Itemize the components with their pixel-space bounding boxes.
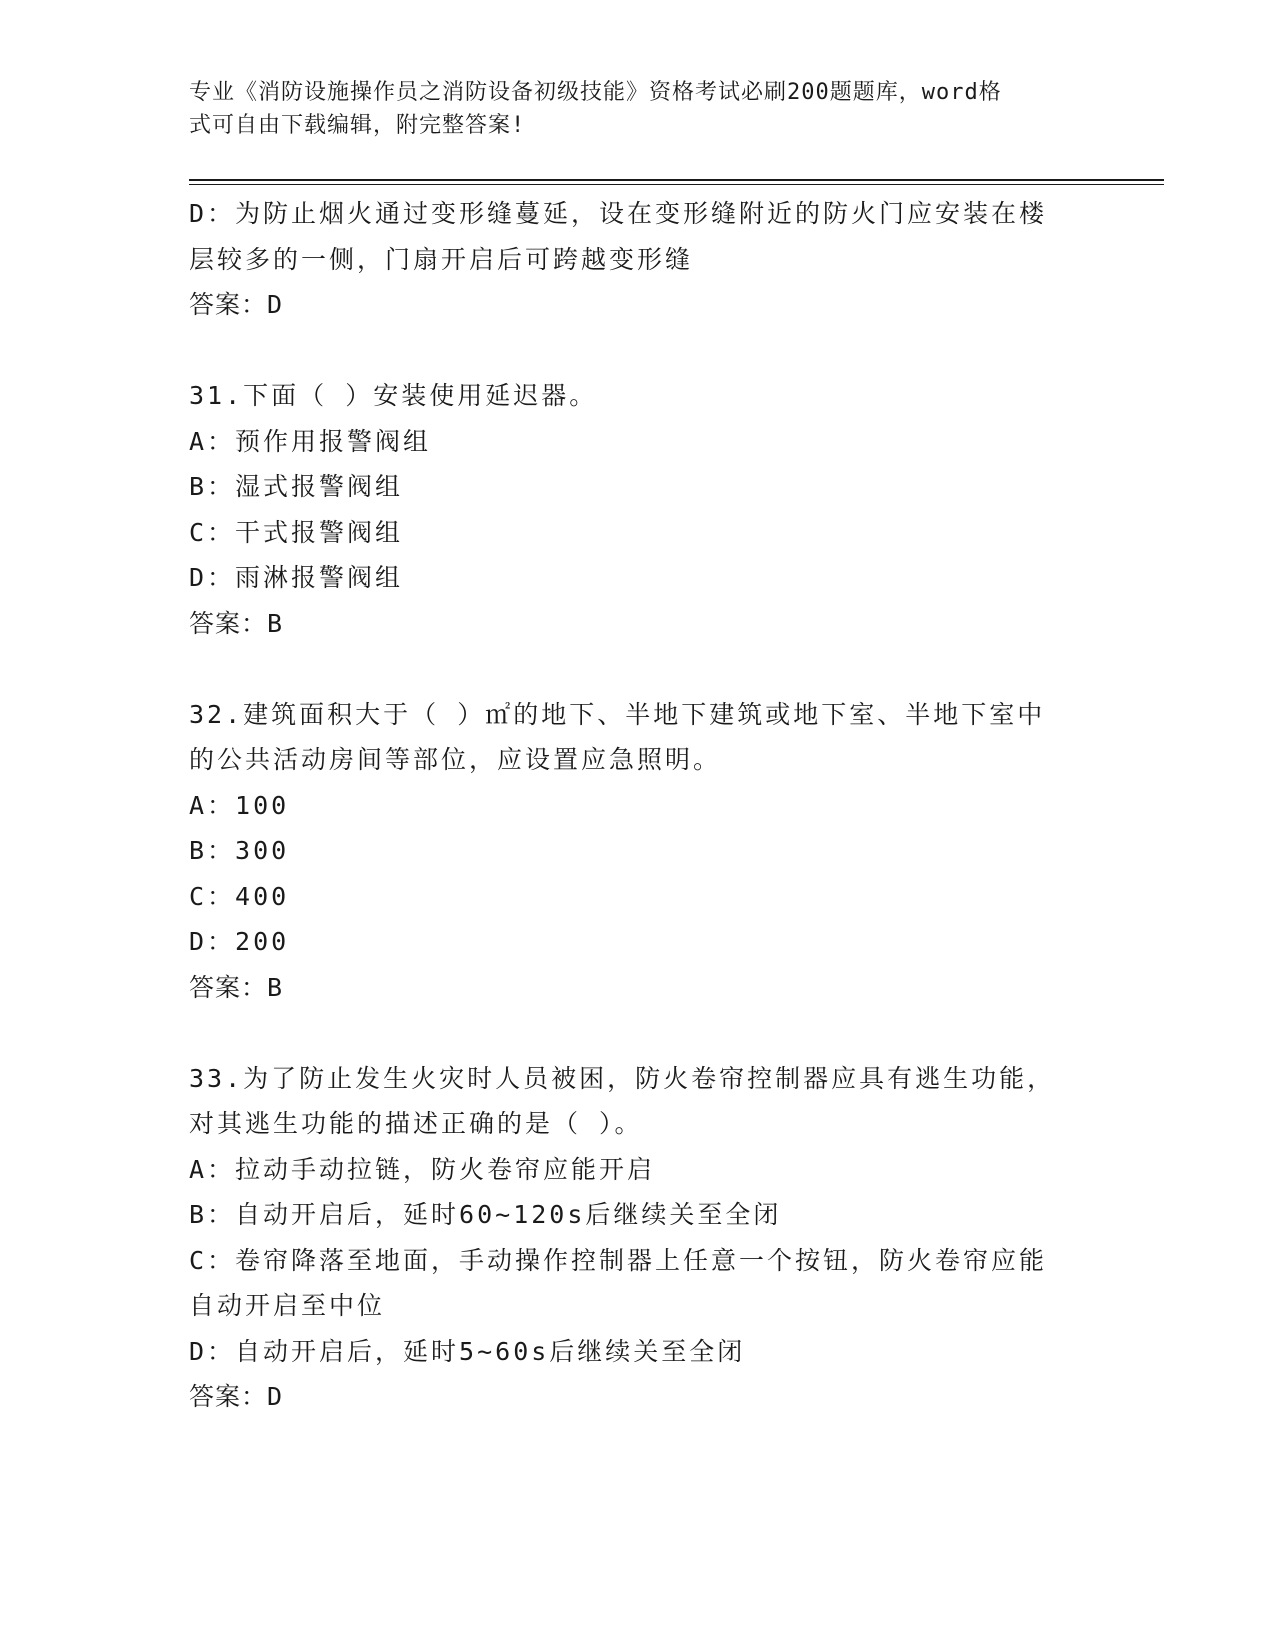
answer-value: B	[267, 972, 284, 1002]
option-a: A：100	[189, 790, 290, 820]
answer-value: D	[267, 1382, 284, 1411]
option-a: A：拉动手动拉链，防火卷帘应能开启	[189, 1154, 656, 1184]
question-spacer	[189, 328, 1089, 374]
answer-line	[189, 1374, 1089, 1420]
page-header	[189, 76, 1069, 142]
option-d: D：自动开启后，延时5~60s后继续关至全闭	[189, 1336, 746, 1366]
question-spacer	[189, 1010, 1089, 1056]
answer-value: D	[267, 290, 284, 319]
question-stem: 31.下面（ ）安装使用延迟器。	[189, 381, 598, 410]
question-spacer	[189, 646, 1089, 692]
question-stem: 32.建筑面积大于（ ）㎡的地下、半地下建筑或地下室、半地下室中	[189, 699, 1046, 729]
answer-line	[189, 965, 1089, 1011]
answer-line	[189, 282, 1089, 328]
answer-label: 答案：	[189, 290, 268, 319]
answer-label: 答案：	[189, 1382, 268, 1411]
option-b: B：自动开启后，延时60~120s后继续关至全闭	[189, 1200, 782, 1229]
question-33	[189, 1056, 1089, 1420]
answer-label: 答案：	[189, 972, 268, 1002]
option-a: A：预作用报警阀组	[189, 426, 432, 456]
option-d: D：200	[189, 927, 290, 956]
header-divider-thin	[189, 184, 1164, 185]
question-stem: 的公共活动房间等部位，应设置应急照明。	[189, 745, 722, 774]
header-line-2: 式可自由下载编辑，附完整答案!	[189, 113, 526, 138]
question-stem: 对其逃生功能的描述正确的是（ ）。	[189, 1109, 643, 1138]
option-c: C：400	[189, 881, 290, 911]
option-b: B：湿式报警阀组	[189, 472, 404, 501]
header-line-1: 专业《消防设施操作员之消防设备初级技能》资格考试必刷200题题库，word格	[189, 80, 1002, 105]
question-31	[189, 373, 1089, 646]
option-c: 自动开启至中位	[189, 1291, 386, 1320]
document-body	[189, 191, 1089, 1420]
question-32	[189, 692, 1089, 1011]
option-d-line: D：为防止烟火通过变形缝蔓延，设在变形缝附近的防火门应安装在楼	[189, 199, 1048, 228]
option-d: D：雨淋报警阀组	[189, 563, 404, 592]
answer-line	[189, 601, 1089, 647]
previous-question-tail	[189, 191, 1089, 328]
option-b: B：300	[189, 836, 290, 865]
header-divider-thick	[189, 179, 1164, 181]
option-d-line: 层较多的一侧，门扇开启后可跨越变形缝	[189, 244, 694, 274]
option-c: C：卷帘降落至地面，手动操作控制器上任意一个按钮，防火卷帘应能	[189, 1245, 1048, 1275]
answer-value: B	[267, 608, 284, 638]
option-c: C：干式报警阀组	[189, 517, 404, 547]
question-stem: 33.为了防止发生火灾时人员被困，防火卷帘控制器应具有逃生功能，	[189, 1063, 1056, 1093]
answer-label: 答案：	[189, 608, 268, 638]
